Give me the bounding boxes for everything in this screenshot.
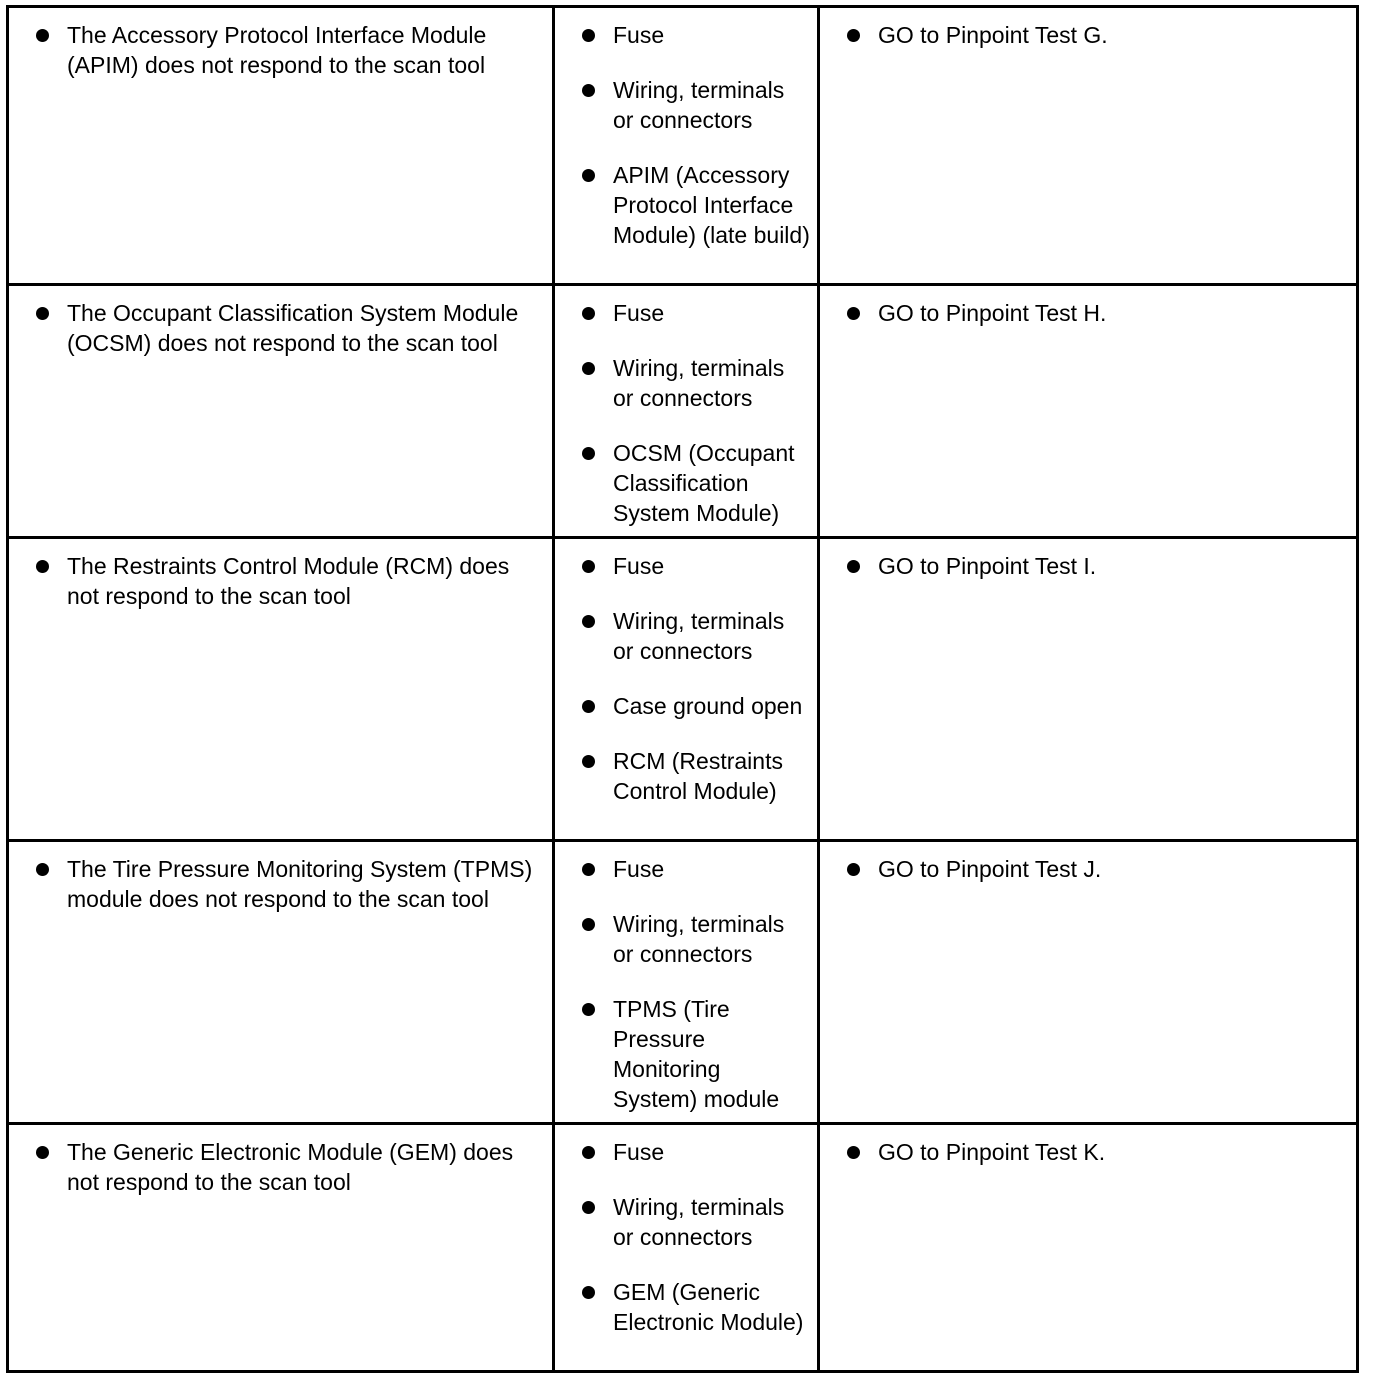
symptom-cell xyxy=(8,538,554,841)
list-item xyxy=(579,353,811,413)
cause-text: TPMS (Tire Pressure Monitoring System) module xyxy=(613,996,780,1112)
bullet-icon xyxy=(36,1146,49,1159)
cause-text: APIM (Accessory Protocol Interface Module) (late build) xyxy=(613,162,810,248)
list-item xyxy=(579,551,811,581)
cause-text: Wiring, terminals or connectors xyxy=(613,1194,785,1250)
symptom-text: The Occupant Classification System Module (OCSM) does not respond to the scan tool xyxy=(67,300,519,356)
list-item xyxy=(33,1137,544,1197)
possible-source-cell xyxy=(554,285,819,538)
bullet-icon xyxy=(847,863,860,876)
bullet-icon xyxy=(582,362,595,375)
bullet-icon xyxy=(847,307,860,320)
list-item xyxy=(579,298,811,328)
bullet-icon xyxy=(582,615,595,628)
table-row xyxy=(8,538,1358,841)
bullet-icon xyxy=(582,169,595,182)
cause-text: Wiring, terminals or connectors xyxy=(613,608,785,664)
action-text: GO to Pinpoint Test G. xyxy=(878,22,1108,48)
cause-text: RCM (Restraints Control Module) xyxy=(613,748,783,804)
bullet-icon xyxy=(582,755,595,768)
action-text: GO to Pinpoint Test I. xyxy=(878,553,1097,579)
possible-source-cell xyxy=(554,841,819,1124)
list-item xyxy=(844,1137,1348,1167)
symptom-text: The Tire Pressure Monitoring System (TPMS) module does not respond to the scan tool xyxy=(67,856,533,912)
bullet-icon xyxy=(582,447,595,460)
bullet-icon xyxy=(582,1201,595,1214)
bullet-icon xyxy=(582,1146,595,1159)
symptom-cell xyxy=(8,285,554,538)
list-item xyxy=(844,854,1348,884)
bullet-icon xyxy=(582,1286,595,1299)
list-item xyxy=(579,438,811,528)
list-item xyxy=(844,551,1348,581)
cause-text: Case ground open xyxy=(613,693,803,719)
bullet-icon xyxy=(847,560,860,573)
cause-text: GEM (Generic Electronic Module) xyxy=(613,1279,804,1335)
bullet-icon xyxy=(582,560,595,573)
list-item xyxy=(579,854,811,884)
bullet-icon xyxy=(36,863,49,876)
cause-text: OCSM (Occupant Classification System Module) xyxy=(613,440,795,526)
bullet-icon xyxy=(36,560,49,573)
list-item xyxy=(579,1192,811,1252)
list-item xyxy=(579,606,811,666)
symptom-cell xyxy=(8,7,554,285)
action-text: GO to Pinpoint Test K. xyxy=(878,1139,1106,1165)
possible-source-cell xyxy=(554,538,819,841)
action-cell xyxy=(819,841,1358,1124)
list-item xyxy=(579,994,811,1114)
cause-text: Fuse xyxy=(613,553,665,579)
symptom-cell xyxy=(8,841,554,1124)
action-cell xyxy=(819,1124,1358,1372)
bullet-icon xyxy=(582,700,595,713)
cause-text: Wiring, terminals or connectors xyxy=(613,355,785,411)
action-cell xyxy=(819,285,1358,538)
list-item xyxy=(33,551,544,611)
bullet-icon xyxy=(582,918,595,931)
list-item xyxy=(579,909,811,969)
bullet-icon xyxy=(582,863,595,876)
cause-text: Wiring, terminals or connectors xyxy=(613,77,785,133)
table-row xyxy=(8,7,1358,285)
list-item xyxy=(579,746,811,806)
list-item xyxy=(33,854,544,914)
bullet-icon xyxy=(36,307,49,320)
bullet-icon xyxy=(582,84,595,97)
symptom-chart-table xyxy=(6,5,1359,1373)
table-row xyxy=(8,1124,1358,1372)
cause-text: Fuse xyxy=(613,22,665,48)
possible-source-cell xyxy=(554,7,819,285)
table-row xyxy=(8,841,1358,1124)
list-item xyxy=(579,160,811,250)
action-cell xyxy=(819,538,1358,841)
cause-text: Fuse xyxy=(613,1139,665,1165)
list-item xyxy=(579,691,811,721)
symptom-text: The Restraints Control Module (RCM) does not respond to the scan tool xyxy=(67,553,510,609)
bullet-icon xyxy=(582,1003,595,1016)
cause-text: Fuse xyxy=(613,300,665,326)
symptom-text: The Generic Electronic Module (GEM) does not respond to the scan tool xyxy=(67,1139,514,1195)
list-item xyxy=(579,1137,811,1167)
list-item xyxy=(844,20,1348,50)
list-item xyxy=(579,1277,811,1337)
list-item xyxy=(844,298,1348,328)
list-item xyxy=(579,75,811,135)
bullet-icon xyxy=(582,29,595,42)
possible-source-cell xyxy=(554,1124,819,1372)
table-row xyxy=(8,285,1358,538)
action-text: GO to Pinpoint Test J. xyxy=(878,856,1102,882)
symptom-cell xyxy=(8,1124,554,1372)
bullet-icon xyxy=(582,307,595,320)
action-cell xyxy=(819,7,1358,285)
list-item xyxy=(33,20,544,80)
bullet-icon xyxy=(36,29,49,42)
cause-text: Fuse xyxy=(613,856,665,882)
bullet-icon xyxy=(847,1146,860,1159)
bullet-icon xyxy=(847,29,860,42)
list-item xyxy=(579,20,811,50)
cause-text: Wiring, terminals or connectors xyxy=(613,911,785,967)
action-text: GO to Pinpoint Test H. xyxy=(878,300,1107,326)
list-item xyxy=(33,298,544,358)
symptom-text: The Accessory Protocol Interface Module (APIM) does not respond to the scan tool xyxy=(67,22,487,78)
